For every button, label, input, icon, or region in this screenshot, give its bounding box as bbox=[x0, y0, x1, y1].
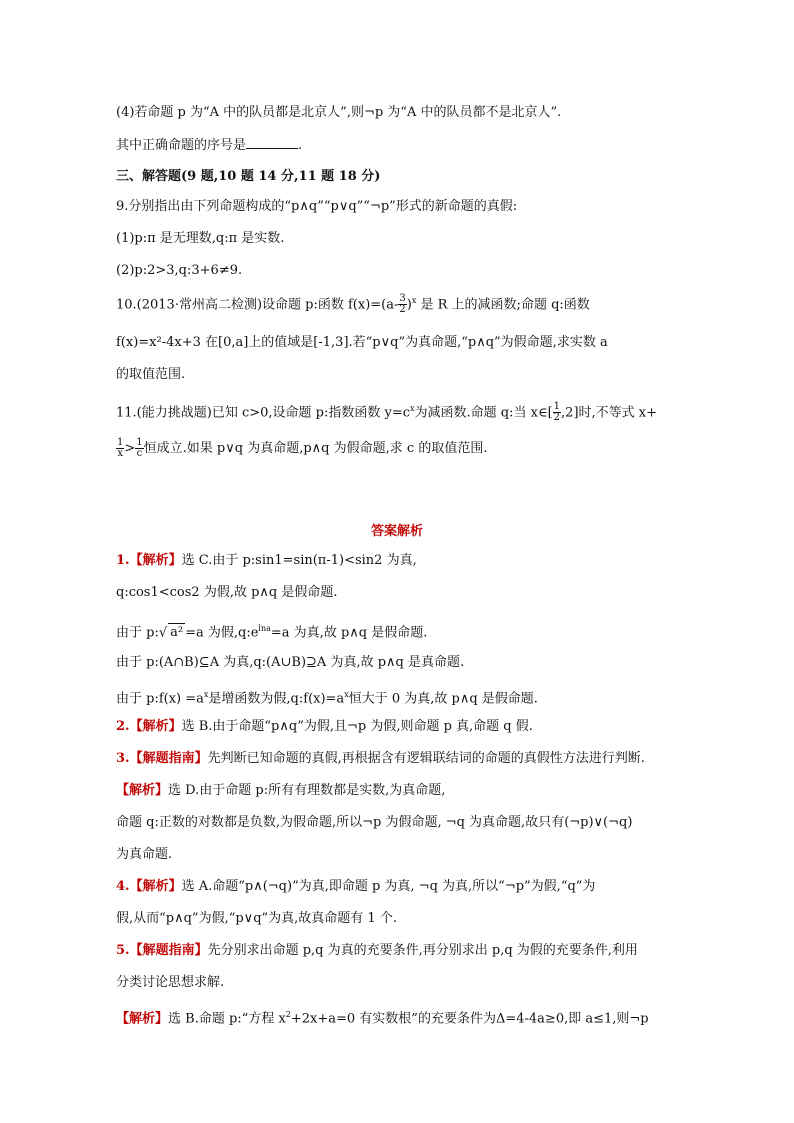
answer-4-line-1: 4.【解析】选 A.命题“p∧(¬q)”为真,即命题 p 为真, ¬q 为真,所以“¬p”为假,“q”为 bbox=[116, 879, 596, 894]
q11-line-2: $\frac{1}{x}$ > $\frac{1}{c}$ 恒成立.如果 p∨q 为真命题,p∧q 为假命题,求 c 的取值范围. bbox=[117, 437, 488, 459]
fraction-1-2: $\frac{1}{2}$ bbox=[553, 401, 561, 424]
sqrt-sign: √ bbox=[158, 625, 168, 641]
answer-1-line-3: 由于 p:√ a² =a 为假$,q:e^{lna}=a$ 为真,故 p∧q 是假命题. bbox=[116, 624, 428, 641]
answer-blank bbox=[246, 136, 298, 149]
answer-1-line-2: q:cos1<cos2 为假,故 p∧q 是假命题. bbox=[116, 585, 338, 600]
answer-3-line-4: 为真命题. bbox=[116, 847, 173, 862]
answer-3-line-2: 【解析】选 D.由于命题 p:所有有理数都是实数,为真命题, bbox=[116, 783, 446, 798]
fraction-1-c: $\frac{1}{c}$ bbox=[136, 437, 143, 459]
answer-1-line-5: 由于 p:f(x) $=a^x$是增函数为假$,q:f(x)=a^x$恒大于 0 为真,故 p∧q 是假命题. bbox=[116, 690, 538, 707]
answer-3-guide: 3.【解题指南】先判断已知命题的真假,再根据含有逻辑联结词的命题的真假性方法进行判断. bbox=[116, 751, 645, 766]
q10-line-1: 10.(2013·常州高二检测)设命题 p:函数 f(x)=(a- $\frac{3}{2}$ )$^x$ 是 R 上的减函数;命题 q:函数 bbox=[116, 293, 590, 316]
answers-title: 答案解析 bbox=[370, 524, 423, 539]
answer-5-line-2: 分类讨论思想求解. bbox=[116, 975, 225, 990]
fraction-3-2: $\frac{3}{2}$ bbox=[399, 293, 406, 316]
q10-line-2: f(x)=x²-4x+3 在[0,a]上的值域是[-1,3].若“p∨q”为真命题,“p∧q”为假命题,求实数 a bbox=[116, 335, 608, 350]
answer-1-line-4: 由于 p:(A∩B)⊆A 为真,q:(A∪B)⊇A 为真,故 p∧q 是真命题. bbox=[116, 655, 465, 670]
q11-line-1: 11.(能力挑战题)已知 c>0,设命题 p:指数函数 $y=c^x$为减函数.命题 q:当 x∈[ $\frac{1}{2}$ ,2]时,不等式 x+ bbox=[116, 401, 658, 424]
q10-line-3: 的取值范围. bbox=[116, 367, 186, 382]
answer-3-line-3: 命题 q:正数的对数都是负数,为假命题,所以¬p 为假命题, ¬q 为真命题,故只有(¬p)∨(¬q) bbox=[116, 815, 633, 830]
answer-4-line-2: 假,从而“p∧q”为假,“p∨q”为真,故真命题有 1 个. bbox=[116, 911, 397, 926]
q9-part-2: (2)p:2>3,q:3+6≠9. bbox=[116, 263, 243, 278]
q9-stem: 9.分别指出由下列命题构成的“p∧q”“p∨q”“¬p”形式的新命题的真假: bbox=[116, 199, 518, 214]
answer-5-line-3: 【解析】选 B.命题 p:“方程 $x^2+2x+a=0$ 有实数根”的充要条件为Δ=4-4a≥0,即 a≤1,则¬p bbox=[116, 1010, 649, 1027]
answer-5-guide: 5.【解题指南】先分别求出命题 p,q 为真的充要条件,再分别求出 p,q 为假的充要条件,利用 bbox=[116, 943, 638, 958]
q9-part-1: (1)p:π 是无理数,q:π 是实数. bbox=[116, 231, 285, 246]
q8-item-4: (4)若命题 p 为“A 中的队员都是北京人”,则¬p 为“A 中的队员都不是北京人”. bbox=[116, 105, 562, 120]
answer-2: 2.【解析】选 B.由于命题“p∧q”为假,且¬p 为假,则命题 p 真,命题 q 假. bbox=[116, 719, 533, 734]
answer-1-line-1: 1.【解析】选 C.由于 p:sin1=sin(π-1)<sin2 为真, bbox=[116, 553, 417, 568]
q8-answer-prompt: 其中正确命题的序号是 . bbox=[116, 138, 303, 153]
fraction-1-x: $\frac{1}{x}$ bbox=[117, 437, 124, 459]
section-3-heading: 三、解答题(9 题,10 题 14 分,11 题 18 分) bbox=[116, 169, 381, 184]
